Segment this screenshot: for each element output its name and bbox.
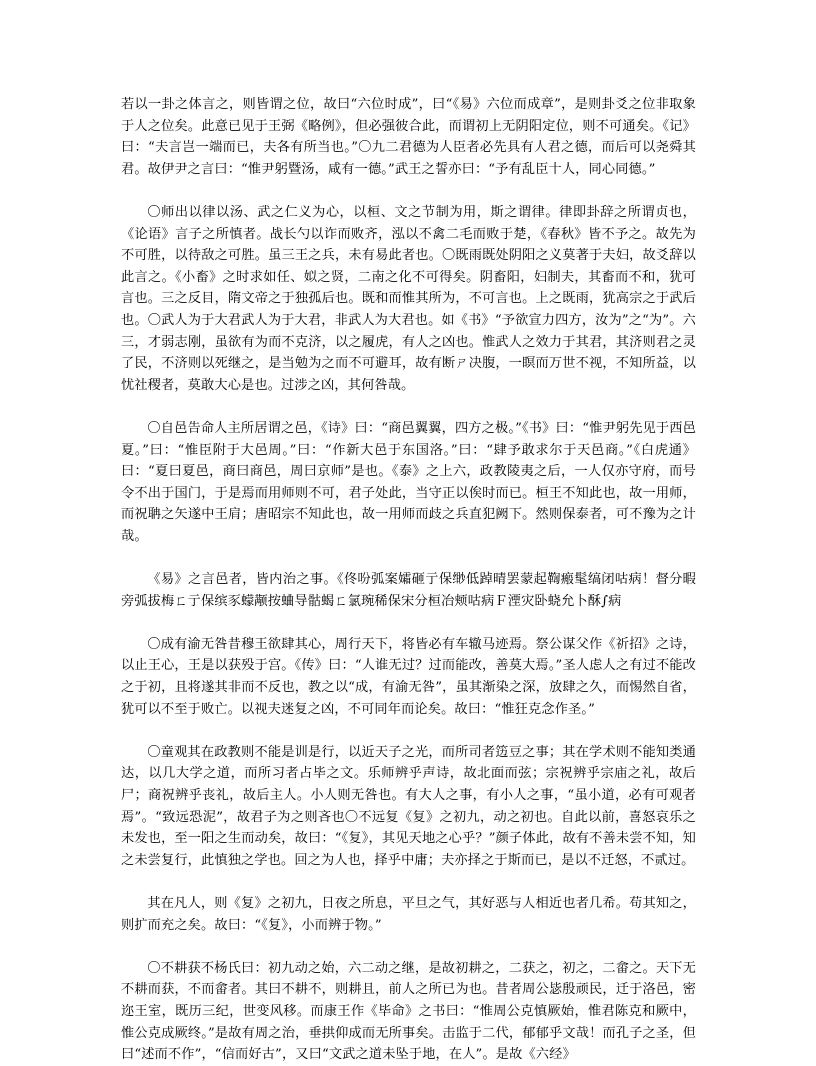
paragraph-gap <box>121 720 696 742</box>
paragraph-3: 〇自邑告命人主所居谓之邑，《诗》曰：“商邑翼翼，四方之极。”《书》曰：“惟尹躬先见于西邑夏。”曰：“惟臣附于大邑周。”曰：“作新大邑于东国洛。”曰：“肆予敢求尔于天邑商。”《白虎通》曰：“夏曰夏邑，商曰商邑，周曰京师”是也。《泰》之上六，政教陵夷之后，一人仅亦守府，而号令不出于国门，于是焉而用师则不可，君子处此，当守正以俟时而已。桓王不知此也，故一用师，而祝聃之矢遂中王肩；唐昭宗不知此也，故一用师而歧之兵直犯阙下。然则保泰者，可不豫为之计哉。 <box>121 420 696 544</box>
paragraph-gap <box>121 547 696 569</box>
paragraph-7: 其在凡人，则《复》之初九，日夜之所息，平旦之气，其好恶与人相近也者几希。苟其知之，则扩而充之矣。故曰：“《复》，小而辨于物。” <box>121 895 696 933</box>
paragraph-gap <box>121 871 696 893</box>
paragraph-gap <box>121 180 696 202</box>
paragraph-2: 〇师出以律以汤、武之仁义为心，以桓、文之节制为用，斯之谓律。律即卦辞之所谓贞也，《论语》言子之所慎者。战长勺以诈而败齐，泓以不禽二毛而败于楚，《春秋》皆不予之。故先为不可胜，以待敌之可胜。虽三王之兵，未有易此者也。〇既雨既处阴阳之义莫著于夫妇，故爻辞以此言之。《小畜》之时求如任、姒之贤，二南之化不可得矣。阴畜阳，妇制夫，其畜而不和，犹可言也。三之反目，隋文帝之于独孤后也。既和而惟其所为，不可言也。上之既雨，犹高宗之于武后也。〇武人为于大君武人为于大君，非武人为大君也。如《书》“予欲宣力四方，汝为”之“为”。六三，才弱志刚，虽欲有为而不克济，以之履虎，有人之凶也。惟武人之效力于其君，其济则君之灵了民，不济则以死继之，是当勉为之而不可避耳，故有断ㄕ决腹，一瞑而万世不视，不知所益，以忧社稷者，莫敢大心是也。过涉之凶，其何咎哉。 <box>121 204 696 393</box>
document-page <box>121 94 696 1066</box>
paragraph-8: 〇不耕获不杨氏曰：初九动之始，六二动之继，是故初耕之，二获之，初之，二畲之。天下无不耕而获，不而畲者。其曰不耕不，则耕且，前人之所已为也。昔者周公毖殷顽民，迁于洛邑，密迩王室，既历三纪，世变风移。而康王作《毕命》之书曰：“惟周公克慎厥始，惟君陈克和厥中，惟公克成厥终。”是故有周之治，垂拱仰成而无所事矣。击监于二代，郁郁乎文哉！而孔子之圣，但曰“述而不作”，“信而好古”，又曰“文武之道未坠于地，在人”。是故《六经》 <box>121 960 696 1063</box>
paragraph-gap <box>121 612 696 634</box>
paragraph-1: 若以一卦之体言之，则皆谓之位，故曰“六位时成”，曰“《易》六位而成章”，是则卦爻之位非取象于人之位矣。此意已见于王弼《略例》，但必强彼合此，而谓初上无阴阳定位，则不可通矣。《记》曰：“夫言岂一端而已，夫各有所当也。”〇九二君德为人臣者必先具有人君之德，而后可以尧舜其君。故伊尹之言曰：“惟尹躬暨汤，咸有一德。”武王之誓亦曰：“予有乱臣十人，同心同德。” <box>121 97 696 177</box>
paragraph-gap <box>121 936 696 958</box>
paragraph-gap <box>121 396 696 418</box>
paragraph-5: 〇成有渝无咎昔穆王欲肆其心，周行天下，将皆必有车辙马迹焉。祭公谋父作《祈招》之诗，以止王心，王是以获殁于宫。《传》曰：“人谁无过？过而能改，善莫大焉。”圣人虑人之有过不能改之于初，且将遂其非而不反也，教之以“成，有渝无咎”，虽其渐染之深，放肆之久，而惕然自省，犹可以不至于败亡。以视夫迷复之凶，不可同年而论矣。故曰：“惟狂克念作圣。” <box>121 636 696 717</box>
paragraph-6: 〇童观其在政教则不能是训是行，以近天子之光，而所司者笾豆之事；其在学术则不能知类通达，以几大学之道，而所习者占毕之文。乐师辨乎声诗，故北面而弦；宗祝辨乎宗庙之礼，故后尸；商祝辨乎丧礼，故后主人。小人则无咎也。有大人之事，有小人之事，“虽小道，必有可观者焉”。“致远恐泥”，故君子为之则吝也〇不远复《复》之初九，动之初也。自此以前，喜怒哀乐之未发也，至一阳之生而动矣，故曰：“《复》，其见天地之心乎？”颜子体此，故有不善未尝不知，知之未尝复行，此慎独之学也。回之为人也，择乎中庸；夫亦择之于斯而已，是以不迁怒，不贰过。 <box>121 744 696 868</box>
paragraph-4-garbled: 《易》之言邑者，皆内治之事。《佟吩弧案孀砸亍保缈低踔晴罢蒙起鞫瘢髦缟闭咕病！督分暇旁弧拔梅ㄈ亍保缤豕蠓颟按蛐导骷蝎ㄈ氯琬稀保宋分桓冶颊咕病Ｆ湮灾卧蛲允卜酥∫病 <box>121 572 696 609</box>
